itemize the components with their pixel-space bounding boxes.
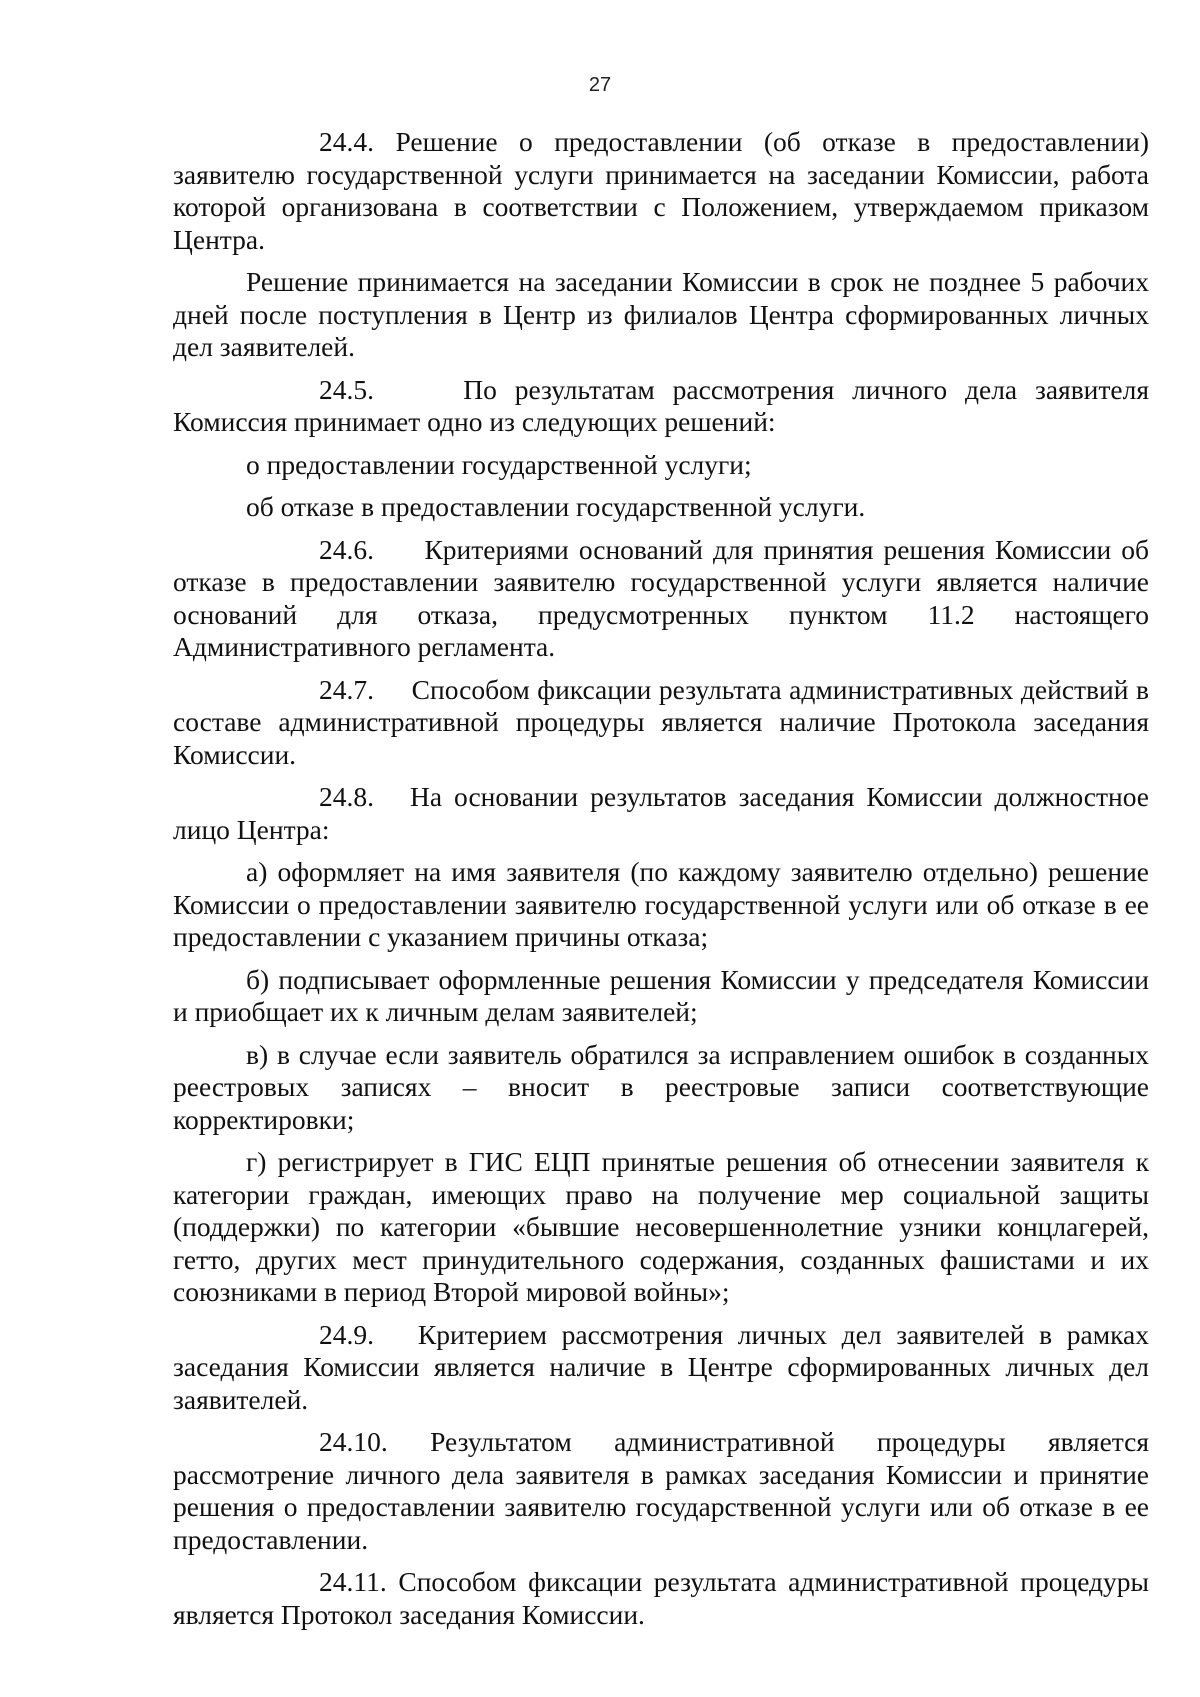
paragraph-text: Способом фиксации результата административных действий в составе административной процедуры является наличие Протокола заседания Комиссии.: [173, 673, 1149, 770]
paragraph-text: б) подписывает оформленные решения Комиссии у председателя Комиссии и приобщает их к личным делам заявителей;: [173, 963, 1149, 1027]
paragraph-24-6: [173, 534, 1149, 664]
paragraph-text: в) в случае если заявитель обратился за исправлением ошибок в созданных реестровых записях – вносит в реестровые записи соответствующие корректировки;: [173, 1038, 1149, 1135]
paragraph-text: На основании результатов заседания Комиссии должностное лицо Центра:: [173, 781, 1150, 845]
paragraph-number: 24.11.: [319, 1566, 387, 1597]
page-number: 27: [588, 74, 612, 96]
paragraph-text: Критерием рассмотрения личных дел заявителей в рамках заседания Комиссии является наличие в Центре сформированных личных дел заявителей.: [173, 1318, 1149, 1415]
paragraph-number: 24.9.: [319, 1318, 374, 1350]
paragraph-option-refuse: [173, 491, 1149, 524]
paragraph-item-g: [173, 1146, 1149, 1309]
paragraph-number: 24.5.: [319, 373, 374, 405]
paragraph-24-9: [173, 1319, 1149, 1417]
paragraph-decision-deadline: [173, 266, 1149, 364]
paragraph-number: 24.10.: [319, 1426, 388, 1457]
paragraph-text: а) оформляет на имя заявителя (по каждому заявителю отдельно) решение Комиссии о предоставлении заявителю государственной услуги или об отказе в ее предоставлении с указанием причины отказа;: [173, 856, 1149, 952]
paragraph-text: Решение принимается на заседании Комиссии в срок не позднее 5 рабочих дней после поступления в Центр из филиалов Центра сформированных личных дел заявителей.: [173, 266, 1149, 362]
paragraph-text: о предоставлении государственной услуги;: [246, 448, 752, 480]
document-body: [173, 126, 1149, 1641]
paragraph-number: 24.4.: [319, 126, 374, 157]
paragraph-number: 24.7.: [319, 673, 374, 705]
paragraph-24-8: [173, 781, 1149, 846]
paragraph-24-11: [173, 1566, 1149, 1631]
paragraph-text: По результатам рассмотрения личного дела заявителя Комиссия принимает одно из следующих решений:: [173, 373, 1149, 437]
paragraph-text: Критериями оснований для принятия решения Комиссии об отказе в предоставлении заявителю государственной услуги является наличие оснований для отказа, предусмотренных пунктом 11.2 настоящего Административного регламента.: [173, 533, 1149, 662]
paragraph-item-b: [173, 964, 1149, 1029]
paragraph-24-4: [173, 126, 1149, 256]
paragraph-option-grant: [173, 449, 1149, 482]
paragraph-text: об отказе в предоставлении государственной услуги.: [246, 491, 866, 522]
paragraph-24-5: [173, 374, 1149, 439]
paragraph-number: 24.8.: [319, 781, 374, 812]
paragraph-item-a: [173, 856, 1149, 954]
paragraph-item-v: [173, 1039, 1149, 1137]
paragraph-text: Результатом административной процедуры является рассмотрение личного дела заявителя в рамках заседания Комиссии и принятие решения о предоставлении заявителю государственной услуги или об отказе в ее предоставлении.: [173, 1426, 1149, 1555]
paragraph-number: 24.6.: [319, 533, 374, 565]
paragraph-text: Решение о предоставлении (об отказе в предоставлении) заявителю государственной услуги принимается на заседании Комиссии, работа которой организована в соответствии с Положением, утверждаемом приказом Центра.: [173, 126, 1150, 255]
paragraph-text: г) регистрирует в ГИС ЕЦП принятые решения об отнесении заявителя к категории граждан, имеющих право на получение мер социальной защиты (поддержки) по категории «бывшие несовершеннолетние узники концлагерей, гетто, других мест принудительного содержания, созданных фашистами и их союзниками в период Второй мировой войны»;: [173, 1146, 1149, 1307]
paragraph-24-7: [173, 674, 1149, 772]
paragraph-24-10: [173, 1426, 1149, 1556]
paragraph-text: Способом фиксации результата административной процедуры является Протокол заседания Комиссии.: [173, 1566, 1150, 1630]
